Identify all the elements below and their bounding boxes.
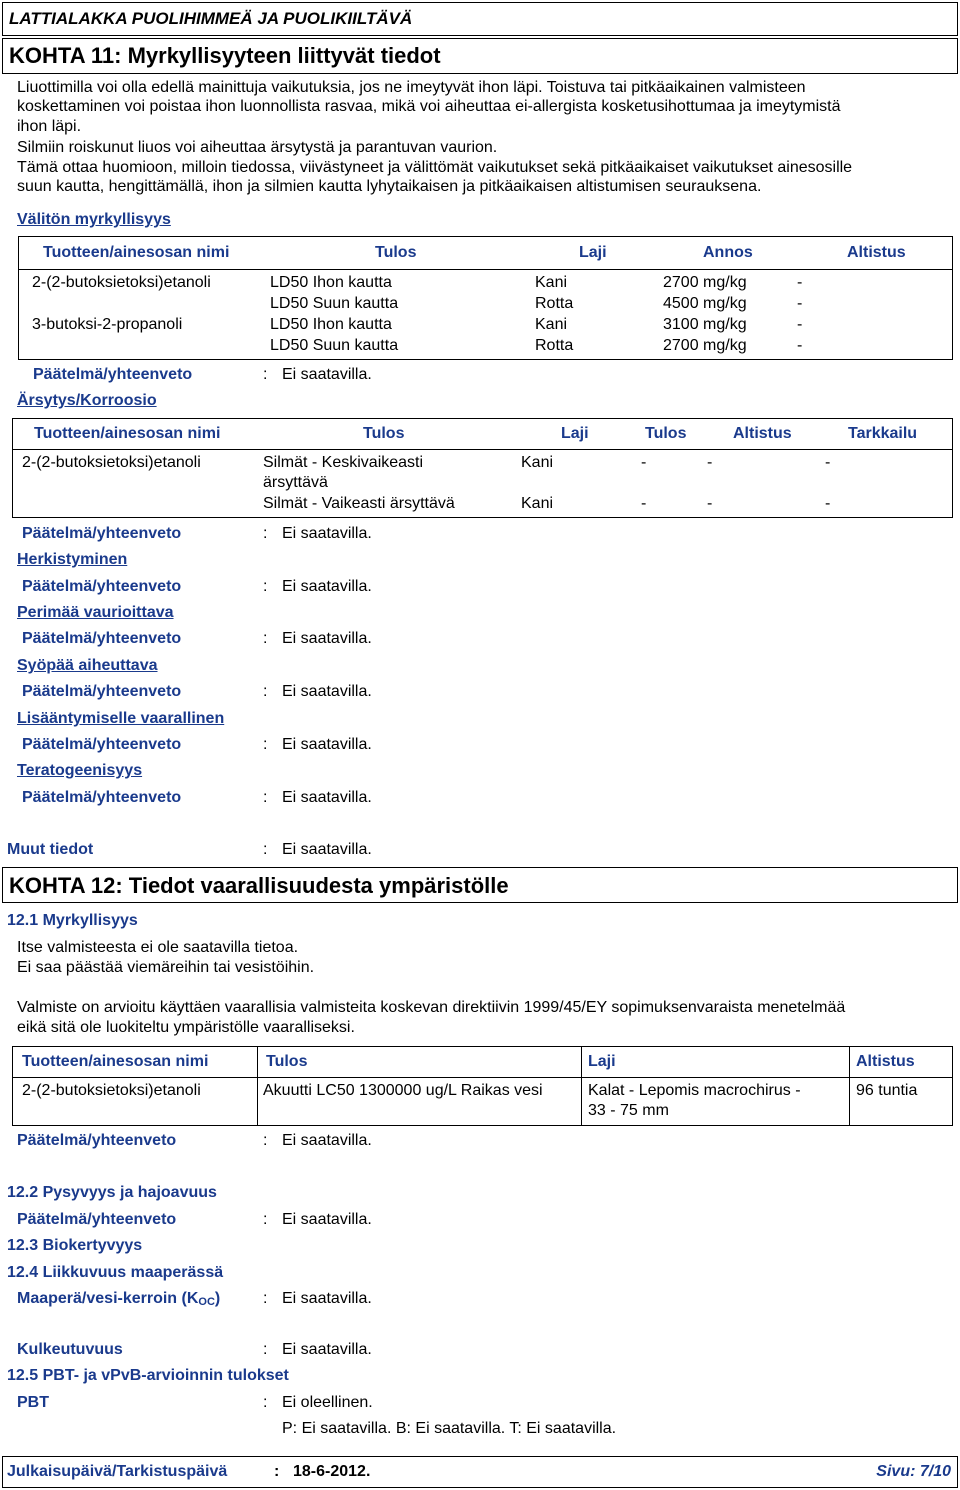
acute-col-result: Tulos — [375, 244, 417, 261]
table-row-name: 2-(2-butoksietoksi)etanoli — [22, 1082, 201, 1099]
table-row-exposure: 96 tuntia — [856, 1082, 918, 1099]
ecotox-conclusion-value: Ei saatavilla. — [282, 1132, 372, 1149]
other-info-label: Muut tiedot — [7, 841, 94, 858]
table-row-exposure: - — [707, 495, 713, 512]
table-row-name: 3-butoksi-2-propanoli — [32, 316, 183, 333]
table-row-species: Kalat - Lepomis macrochirus - — [588, 1082, 801, 1099]
table-row-species: Rotta — [535, 337, 574, 354]
acute-col-species: Laji — [579, 244, 607, 261]
carcinogenicity-conclusion-label: Päätelmä/yhteenveto — [22, 683, 182, 700]
footer-date-value: 18-6-2012. — [293, 1463, 371, 1480]
s122-conclusion-label: Päätelmä/yhteenveto — [17, 1211, 177, 1228]
irr-col-result: Tulos — [363, 425, 405, 442]
table-row-score: - — [641, 495, 647, 512]
table-row-exposure: - — [797, 316, 803, 333]
eco-col-exposure: Altistus — [856, 1053, 915, 1070]
acute-col-dose: Annos — [703, 244, 753, 261]
section11-title: KOHTA 11: Myrkyllisyyteen liittyvät tiedot — [9, 43, 441, 68]
table-row-score: - — [641, 454, 647, 471]
reproductive-heading: Lisääntymiselle vaarallinen — [17, 710, 225, 727]
table-row-name: 2-(2-butoksietoksi)etanoli — [32, 274, 211, 291]
koc-label-close: ) — [214, 1290, 221, 1307]
acute-toxicity-heading: Välitön myrkyllisyys — [17, 211, 171, 228]
mobility-value: Ei saatavilla. — [282, 1341, 372, 1358]
table-row-species: Kani — [535, 274, 568, 291]
table-row-exposure: - — [797, 274, 803, 291]
irritation-heading: Ärsytys/Korroosio — [17, 392, 157, 409]
table-row-dose: 2700 mg/kg — [663, 337, 747, 354]
mobility-label: Kulkeutuvuus — [17, 1341, 123, 1358]
s121-text-1: Itse valmisteesta ei ole saatavilla tietoa. — [17, 939, 299, 956]
section11-title-bar — [2, 38, 958, 74]
koc-colon: : — [263, 1290, 268, 1307]
teratogenicity-conclusion-label: Päätelmä/yhteenveto — [22, 789, 182, 806]
teratogenicity-value: Ei saatavilla. — [282, 789, 372, 806]
pbt-detail: P: Ei saatavilla. B: Ei saatavilla. T: Ei saatavilla. — [282, 1420, 617, 1437]
ecotox-table — [12, 1046, 953, 1126]
intro-line-6: suun kautta, hengittämällä, ihon ja silmien kautta lyhytaikaisen ja pitkäaikaisen altistumisen seurauksena. — [17, 178, 762, 195]
section12-title: KOHTA 12: Tiedot vaarallisuudesta ympäristölle — [9, 873, 509, 898]
s121-text-2: Ei saa päästää viemäreihin tai vesistöihin. — [17, 959, 315, 976]
sensitisation-colon: : — [263, 578, 268, 595]
s122-value: Ei saatavilla. — [282, 1211, 372, 1228]
intro-line-5: Tämä ottaa huomioon, milloin tiedossa, viivästyneet ja välittömät vaikutukset sekä pitkäaikaiset vaikutukset ainesosille — [17, 159, 853, 176]
table-row-species-cont: 33 - 75 mm — [588, 1102, 669, 1119]
pbt-colon: : — [263, 1394, 268, 1411]
koc-value: Ei saatavilla. — [282, 1290, 372, 1307]
table-row-name: 2-(2-butoksietoksi)etanoli — [22, 454, 201, 471]
mutagenicity-value: Ei saatavilla. — [282, 630, 372, 647]
acute-toxicity-table — [18, 236, 953, 360]
table-row-species: Kani — [521, 495, 554, 512]
table-row-species: Kani — [535, 316, 568, 333]
product-title-bar — [2, 2, 958, 36]
table-row-exposure: - — [797, 337, 803, 354]
sensitisation-heading: Herkistyminen — [17, 551, 128, 568]
s121-text-3: Valmiste on arvioitu käyttäen vaarallisia valmisteita koskevan direktiivin 1999/45/EY sopimuksenvaraista menetelmää — [17, 999, 846, 1016]
reproductive-value: Ei saatavilla. — [282, 736, 372, 753]
footer-date-label: Julkaisupäivä/Tarkistuspäivä — [7, 1463, 228, 1480]
footer-page-number: Sivu: 7/10 — [876, 1463, 951, 1480]
irr-col-observation: Tarkkailu — [848, 425, 918, 442]
teratogenicity-colon: : — [263, 789, 268, 806]
footer-bar — [2, 1456, 958, 1488]
table-row-observation: - — [825, 495, 831, 512]
table-row-result: Silmät - Keskivaikeasti — [263, 454, 424, 471]
koc-label — [17, 1290, 220, 1308]
s122-colon: : — [263, 1211, 268, 1228]
carcinogenicity-colon: : — [263, 683, 268, 700]
mutagenicity-conclusion-label: Päätelmä/yhteenveto — [22, 630, 182, 647]
irritation-conclusion-colon: : — [263, 525, 268, 542]
irr-col-name: Tuotteen/ainesosan nimi — [34, 425, 221, 442]
footer-colon: : — [274, 1463, 280, 1480]
s121-heading: 12.1 Myrkyllisyys — [7, 912, 138, 929]
intro-line-4: Silmiin roiskunut liuos voi aiheuttaa ärsytystä ja parantuvan vaurion. — [17, 139, 498, 156]
mutagenicity-colon: : — [263, 630, 268, 647]
s123-heading: 12.3 Biokertyvyys — [7, 1237, 143, 1254]
pbt-label: PBT — [17, 1394, 49, 1411]
eco-col-species: Laji — [588, 1053, 616, 1070]
s125-heading: 12.5 PBT- ja vPvB-arvioinnin tulokset — [7, 1367, 289, 1384]
table-row-result: LD50 Ihon kautta — [270, 274, 392, 291]
teratogenicity-heading: Teratogeenisyys — [17, 762, 143, 779]
koc-label-sub: OC — [198, 1296, 215, 1308]
product-title: LATTIALAKKA PUOLIHIMMEÄ JA PUOLIKIILTÄVÄ — [9, 9, 413, 28]
acute-col-name: Tuotteen/ainesosan nimi — [43, 244, 230, 261]
koc-label-text: Maaperä/vesi-kerroin (K — [17, 1290, 199, 1307]
mobility-colon: : — [263, 1341, 268, 1358]
irritation-conclusion-label: Päätelmä/yhteenveto — [22, 525, 182, 542]
other-info-colon: : — [263, 841, 268, 858]
carcinogenicity-heading: Syöpää aiheuttava — [17, 657, 158, 674]
acute-conclusion-label: Päätelmä/yhteenveto — [33, 366, 193, 383]
intro-line-2: koskettaminen voi poistaa ihon luonnollista rasvaa, mikä voi aiheuttaa ei-allergista kosketusihottumaa ja imeytymistä — [17, 98, 841, 115]
s122-heading: 12.2 Pysyvyys ja hajoavuus — [7, 1184, 217, 1201]
table-row-dose: 3100 mg/kg — [663, 316, 747, 333]
intro-line-3: ihon läpi. — [17, 118, 82, 135]
table-row-dose: 4500 mg/kg — [663, 295, 747, 312]
sensitisation-value: Ei saatavilla. — [282, 578, 372, 595]
ecotox-conclusion-colon: : — [263, 1132, 268, 1149]
table-row-result: LD50 Suun kautta — [270, 337, 399, 354]
reproductive-colon: : — [263, 736, 268, 753]
table-row-observation: - — [825, 454, 831, 471]
intro-line-1: Liuottimilla voi olla edellä mainittuja vaikutuksia, jos ne imeytyvät ihon läpi. Toistuva tai pitkäaikainen valmisteen — [17, 79, 806, 96]
table-row-result: Akuutti LC50 1300000 ug/L Raikas vesi — [263, 1082, 543, 1099]
s121-text-4: eikä sitä ole luokiteltu ympäristölle vaaralliseksi. — [17, 1019, 355, 1036]
acute-conclusion-colon: : — [263, 366, 268, 383]
irr-col-score: Tulos — [645, 425, 687, 442]
acute-conclusion-value: Ei saatavilla. — [282, 366, 372, 383]
ecotox-conclusion-label: Päätelmä/yhteenveto — [17, 1132, 177, 1149]
table-row-dose: 2700 mg/kg — [663, 274, 747, 291]
irritation-conclusion-value: Ei saatavilla. — [282, 525, 372, 542]
table-row-result: LD50 Ihon kautta — [270, 316, 392, 333]
irritation-table — [12, 418, 953, 518]
table-row-result-cont: ärsyttävä — [263, 474, 328, 491]
sensitisation-conclusion-label: Päätelmä/yhteenveto — [22, 578, 182, 595]
table-row-result: Silmät - Vaikeasti ärsyttävä — [263, 495, 455, 512]
section12-title-bar — [2, 867, 958, 903]
table-row-exposure: - — [797, 295, 803, 312]
table-row-exposure: - — [707, 454, 713, 471]
reproductive-conclusion-label: Päätelmä/yhteenveto — [22, 736, 182, 753]
table-row-species: Rotta — [535, 295, 574, 312]
irr-col-species: Laji — [561, 425, 589, 442]
eco-col-name: Tuotteen/ainesosan nimi — [22, 1053, 209, 1070]
table-row-result: LD50 Suun kautta — [270, 295, 399, 312]
irr-col-exposure: Altistus — [733, 425, 792, 442]
eco-col-result: Tulos — [266, 1053, 308, 1070]
other-info-value: Ei saatavilla. — [282, 841, 372, 858]
table-row-species: Kani — [521, 454, 554, 471]
s124-heading: 12.4 Liikkuvuus maaperässä — [7, 1264, 224, 1281]
pbt-value: Ei oleellinen. — [282, 1394, 373, 1411]
acute-col-exposure: Altistus — [847, 244, 906, 261]
carcinogenicity-value: Ei saatavilla. — [282, 683, 372, 700]
mutagenicity-heading: Perimää vaurioittava — [17, 604, 174, 621]
